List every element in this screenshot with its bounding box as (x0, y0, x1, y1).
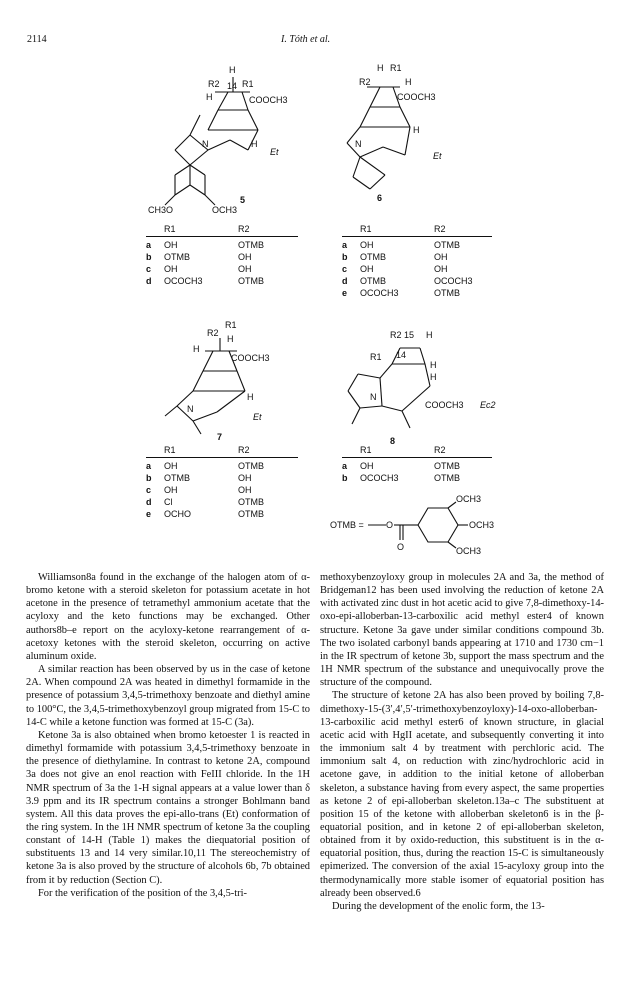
structure-5 (130, 55, 320, 215)
s7-atom-h1: H (227, 334, 234, 344)
s6-atom-r1: R1 (390, 63, 402, 73)
s8-conf: Ec2 (480, 400, 496, 410)
s7-atom-n: N (187, 404, 194, 414)
s5-atom-och3-right: OCH3 (212, 205, 238, 215)
s5-atom-h-right: H (251, 139, 258, 149)
paragraph: methoxybenzoyloxy group in molecules 2A and 3a, the method of Bridgeman12 has been used involving the reduction of ketone 2A with activated zinc dust in hot acetic acid to give 7,8-dimethoxy-14-oxo-epi-alloberban-13-carboxilic acid methyl ester4 of known structure. Ketone 3a gave under similar conditions compound 3b. The two isolated carbonyl bands appearing at 1710 and 1730 cm−1 in the IR spectrum of ketone 3b, support the mass spectrum and the 1H NMR spectrum of the substance and unequivocally prove the structure of the compound. (320, 572, 604, 689)
s7-conf: Et (253, 412, 262, 422)
s7-atom-h3: H (247, 392, 254, 402)
s6-conf: Et (433, 151, 442, 161)
table-row: c OH OH (146, 485, 252, 495)
t5-header-r1: R1 (164, 224, 176, 234)
table-row: c OH OH (342, 264, 448, 274)
table-row: e OCHO OTMB (146, 509, 264, 519)
s6-atom-h2: H (405, 77, 412, 87)
s8-atom-r1: R1 (370, 352, 382, 362)
table-7 (146, 445, 298, 520)
s5-conf: Et (270, 147, 279, 157)
table-row: b OTMB OH (342, 252, 448, 262)
s6-atom-r2: R2 (359, 77, 371, 87)
paragraph: For the verification of the position of the 3,4,5-tri- (38, 887, 247, 899)
table-row: b OTMB OH (146, 473, 252, 483)
table-row: b OCOCH3 OTMB (342, 473, 460, 483)
running-header: I. Tóth et al. (281, 34, 331, 45)
structure-8 (330, 316, 510, 448)
table-row: e OCOCH3 OTMB (342, 288, 460, 298)
otmb-och3-top: OCH3 (456, 494, 482, 504)
s6-number: 6 (377, 193, 383, 203)
s5-atom-h-top: H (229, 65, 236, 75)
s8-atom-h2: H (430, 360, 437, 370)
s7-atom-r1: R1 (225, 320, 237, 330)
s5-atom-h-left: H (206, 92, 213, 102)
s5-atom-r2: R2 (208, 79, 220, 89)
otmb-o2: O (397, 542, 405, 552)
text-column-right (320, 571, 604, 913)
s5-atom-r1: R1 (242, 79, 254, 89)
table-row: d OTMB OCOCH3 (342, 276, 473, 286)
s5-atom-c14: 14 (227, 81, 238, 91)
table-6 (342, 224, 492, 299)
table-row: a OH OTMB (146, 240, 264, 250)
page-number: 2114 (27, 34, 47, 45)
s8-atom-c15: 15 (404, 330, 415, 340)
table-row: d Cl OTMB (146, 497, 264, 507)
paragraph: The structure of ketone 2A has also been proved by boiling 7,8-dimethoxy-15-(3′,4′,5′-trimethoxybenzoyloxy)-14-oxo-alloberban-13-carboxilic acid methyl ester6 of known structure, in glacial acetic acid with HgII acetate, and subsequently converting it into the immonium salt 4 by treatment with perchloric acid. The immonium salt 4, on reduction with zinc/hydrochloric acid in acetone gave, in addition to the initial ketone of alloberban skeleton, a substance having from every aspect, the same properties as ketone 2 of epi-alloberban skeleton.13a–c The substituent at position 15 of the ketone with alloberban skeleton6 is in the β-equatorial position, and in ketone 2 of epi-alloberban skeleton, obtained from it by oxido-reduction, this substituent is in the α-equatorial position, thus, during the reaction 15-C is simultaneously epimerized. The conversion of the axial 15-acyloxy group into the thermodynamically more stable isomer of equatorial position has already been observed.6 (320, 690, 604, 899)
table-row: a OH OTMB (342, 240, 460, 250)
s6-atom-n: N (355, 139, 362, 149)
structure-7 (145, 316, 295, 444)
t5-header-r2: R2 (238, 224, 250, 234)
s6-atom-h3: H (413, 125, 420, 135)
s8-atom-h1: H (426, 330, 433, 340)
s5-number: 5 (240, 195, 246, 205)
t6-header-r2: R2 (434, 224, 446, 234)
t7-header-r1: R1 (164, 445, 176, 455)
s6-atom-cooch3: COOCH3 (397, 92, 436, 102)
s8-atom-h3: H (430, 372, 437, 382)
paragraph: Ketone 3a is also obtained when bromo ketoester 1 is reacted in dimethyl formamide with potassium 3,4,5-trimethoxy benzoate in the presence of diethylamine. In contrast to ketone 2A, compound 3a does not give an enol reaction with FeIII chloride. In the 1H NMR spectrum of 3a the 1-H signal appears at a value lower than δ 3.9 ppm and its IR spectrum contains a stronger Bohlmann band system. All this data proves the epi-allo-trans (Et) conformation of the ring system. In the 1H NMR spectrum of ketone 3a the coupling constant of 14-H (Table 1) makes the diequatorial position of substituents 13 and 14 very similar.10,11 The stereochemistry of ketone 3a is also proved by the structure of alcohols 6b, 7b obtained from it by reduction (Section C). (26, 729, 310, 886)
t6-header-r1: R1 (360, 224, 372, 234)
paragraph: A similar reaction has been observed by us in the case of ketone 2A. When compound 2A was heated in dimethyl formamide in the presence of potassium 3,4,5-trimethoxy benzoate and diethyl amine to 100°C, the 3,4,5-trimethoxybenzoyl group migrated from 15-C to 14-C while a ketone function was formed at 15-C (3a). (26, 664, 310, 728)
table-row: b OTMB OH (146, 252, 252, 262)
s7-number: 7 (217, 432, 223, 442)
s6-atom-h1: H (377, 63, 384, 73)
s5-atom-och3-left: CH3O (148, 205, 174, 215)
s5-atom-n: N (202, 139, 209, 149)
structure-6 (325, 55, 485, 205)
s7-atom-h2: H (193, 344, 200, 354)
paragraph: During the development of the enolic form, the 13- (332, 900, 545, 912)
t8-header-r2: R2 (434, 445, 446, 455)
t7-header-r2: R2 (238, 445, 250, 455)
s8-atom-c14: 14 (396, 350, 407, 360)
s8-atom-r2: R2 (390, 330, 402, 340)
s7-atom-cooch3: COOCH3 (231, 353, 270, 363)
table-row: a OH OTMB (342, 461, 460, 471)
text-column-left (26, 571, 310, 900)
table-row: a OH OTMB (146, 461, 264, 471)
t8-header-r1: R1 (360, 445, 372, 455)
s7-atom-r2: R2 (207, 328, 219, 338)
otmb-definition (330, 488, 510, 558)
otmb-och3-bot: OCH3 (456, 546, 482, 556)
s5-atom-cooch3: COOCH3 (249, 95, 288, 105)
otmb-och3-mid: OCH3 (469, 520, 495, 530)
otmb-o1: O (386, 520, 394, 530)
table-8 (342, 445, 492, 484)
table-row: d OCOCH3 OTMB (146, 276, 264, 286)
otmb-label: OTMB = (330, 520, 364, 530)
s8-number: 8 (390, 436, 396, 446)
paragraph: Williamson8a found in the exchange of the halogen atom of α-bromo ketone with a steroid skeleton for potassium acetate in hot acetone in the presence of tetramethyl ammonium acetate that the acyloxy and the keto functions may be exchanged. Other authors8b–e report on the acyloxy-ketone rearrangement of α-acetoxy ketones with the steroid skeleton, occurring on active aluminum oxide. (26, 572, 310, 662)
table-row: c OH OH (146, 264, 252, 274)
s8-atom-n: N (370, 392, 377, 402)
table-5 (146, 224, 298, 287)
s8-atom-cooch3: COOCH3 (425, 400, 464, 410)
